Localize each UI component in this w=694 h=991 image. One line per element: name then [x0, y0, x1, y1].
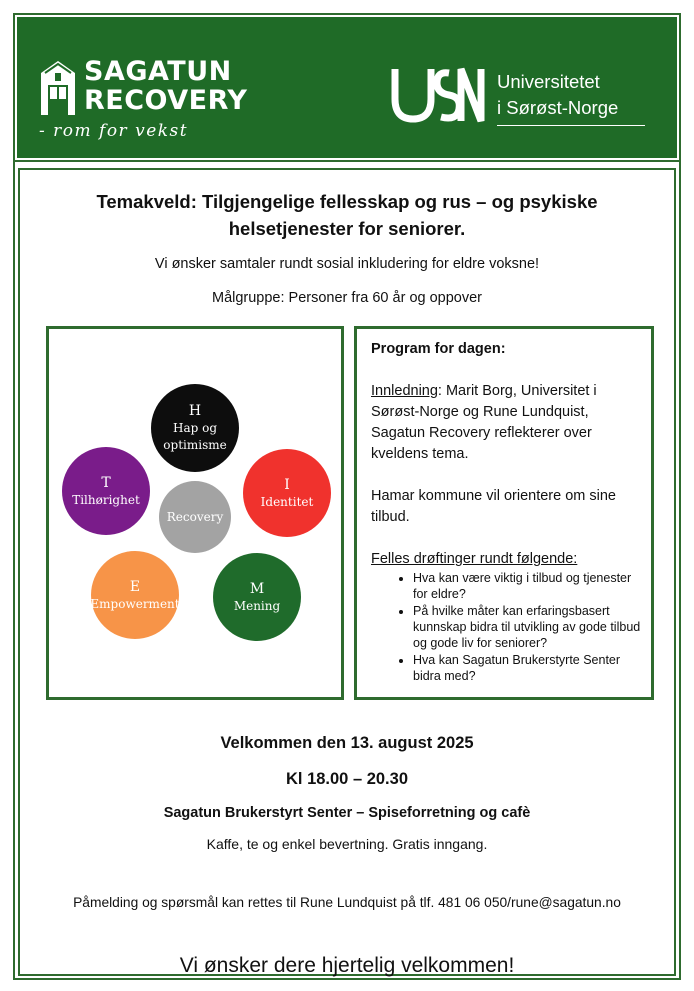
- sagatun-tagline: - rom for vekst: [39, 121, 189, 141]
- program-municipality: Hamar kommune vil orientere om sine tilbud.: [371, 488, 616, 525]
- usn-logo-mark: [391, 65, 486, 125]
- program-intro-label: Innledning: [371, 383, 438, 399]
- usn-name-line1: Universitetet: [497, 71, 600, 92]
- chime-circle-e-letter: E: [129, 578, 141, 595]
- target-group: Målgruppe: Personer fra 60 år og oppover: [211, 290, 483, 306]
- chime-circle-m-label: Mening: [233, 598, 281, 613]
- event-venue: Sagatun Brukerstyrt Senter – Spiseforretning og cafè: [163, 805, 531, 821]
- usn-name-line2: i Sørøst-Norge: [497, 97, 619, 118]
- chime-circle-h-label-2: optimisme: [163, 438, 227, 452]
- program-discussion-heading: Felles drøftinger rundt følgende:: [371, 551, 578, 567]
- chime-diagram-box: [46, 326, 344, 700]
- page-title: Temakveld: Tilgjengelige fellesskap og rus – og psykiske helsetjenester for seniorer.: [96, 191, 598, 239]
- chime-circle-i-letter: I: [284, 476, 290, 493]
- program: [371, 339, 641, 685]
- sagatun-name-line1: SAGATUN: [84, 56, 232, 87]
- program-intro: [371, 381, 641, 465]
- chime-circle-t-letter: T: [101, 474, 111, 491]
- chime-circle-t-label: Tilhørighet: [72, 492, 140, 507]
- list-item: • Hva kan være viktig i tilbud og tjenester for eldre?: [413, 570, 641, 602]
- discussion-list: [371, 570, 641, 684]
- subtitle: Vi ønsker samtaler rundt sosial inkludering for eldre voksne!: [154, 256, 540, 272]
- main-content: [18, 168, 676, 976]
- chime-circle-m-letter: M: [249, 580, 265, 597]
- sagatun-name: [84, 56, 248, 116]
- program-box: [354, 326, 654, 700]
- list-item: • På hvilke måter kan erfaringsbasert kunnskap bidra til utvikling av gode tilbud og gode liv for seniorer?: [413, 603, 641, 651]
- list-item: • Hva kan Sagatun Brukerstyrte Senter bidra med?: [413, 652, 641, 684]
- chime-circle-h-label-1: Hap og: [172, 421, 218, 435]
- program-heading: Program for dagen:: [371, 341, 506, 357]
- usn-underline: [497, 125, 645, 126]
- chime-center-label: Recovery: [166, 509, 224, 524]
- header-banner: [15, 15, 679, 160]
- program-intro-text: : Marit Borg, Universitet i Sørøst-Norge og Rune Lundquist, Sagatun Recovery reflekterer over kveldens tema.: [371, 383, 597, 462]
- refreshments: Kaffe, te og enkel bevertning. Gratis inngang.: [206, 836, 488, 852]
- poster: [13, 13, 681, 980]
- closing-text: Vi ønsker dere hjertelig velkommen!: [179, 954, 515, 977]
- house-icon: [39, 59, 77, 117]
- chime-circle-t: [62, 447, 150, 535]
- chime-circle-i-label: Identitet: [260, 494, 314, 509]
- usn-name: [497, 69, 657, 121]
- welcome-date: Velkommen den 13. august 2025: [220, 734, 474, 752]
- sagatun-name-line2: RECOVERY: [84, 85, 248, 116]
- chime-circle-e: [91, 551, 179, 639]
- chime-circle-e-label: Empowerment: [90, 596, 180, 611]
- chime-circle-m: [213, 553, 301, 641]
- chime-circle-i: [243, 449, 331, 537]
- event-time: Kl 18.00 – 20.30: [285, 770, 408, 788]
- chime-circle-h-letter: H: [188, 403, 202, 419]
- chime-circle-h: [151, 384, 239, 472]
- registration-info: Påmelding og spørsmål kan rettes til Rune Lundquist på tlf. 481 06 050/rune@sagatun.no: [73, 895, 621, 910]
- chime-circle-recovery: [159, 481, 231, 553]
